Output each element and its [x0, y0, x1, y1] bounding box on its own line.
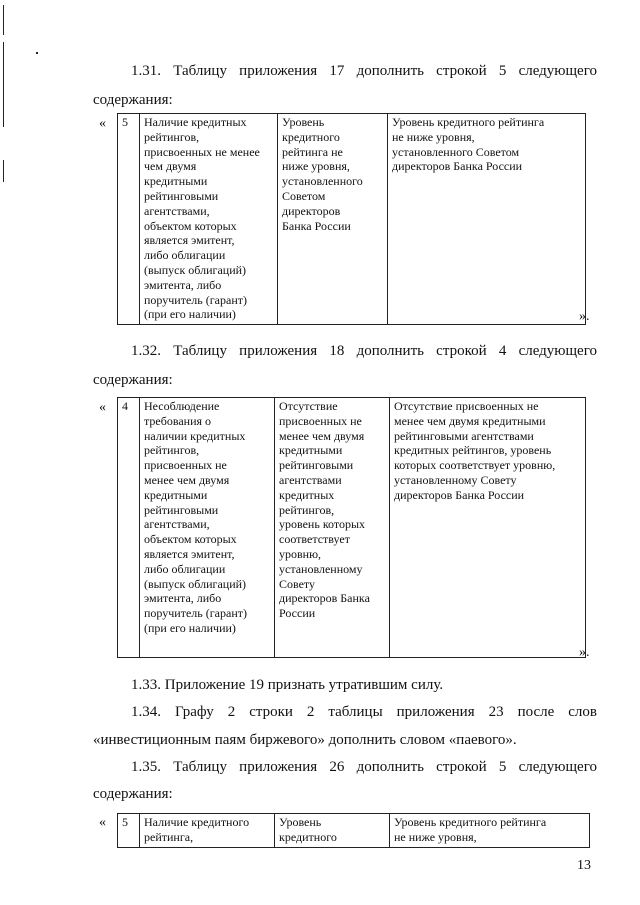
condition-cell: Отсутствие присвоенных не менее чем двумя кредитными рейтинговыми агентствами кредитных рейтингов, уровень которых соответствует уровню, установленному Совету директоров Банка России: [275, 398, 390, 658]
margin-mark-1: [3, 5, 4, 35]
criterion-cell: Наличие кредитных рейтингов, присвоенных не менее чем двумя кредитными рейтинговыми агентствами, объектом которых является эмитент, либо облигации (выпуск облигаций) эмитента, либо поручитель (гарант) (при его наличии): [140, 114, 278, 325]
row-number-cell: 5: [118, 114, 140, 325]
paragraph-1-33: [93, 676, 597, 695]
requirement-cell: Уровень кредитного рейтинга не ниже уровня, установленного Советом директоров Банка России: [388, 114, 586, 325]
row-number-cell: 4: [118, 398, 140, 658]
paragraph-1-32-text: 1.32. Таблицу приложения 18 дополнить строкой 4 следующего: [131, 343, 597, 359]
margin-mark-3: [36, 52, 38, 54]
paragraph-1-31-text: 1.31. Таблицу приложения 17 дополнить строкой 5 следующего: [131, 63, 597, 79]
requirement-cell: Отсутствие присвоенных не менее чем двумя кредитными рейтинговыми агентствами кредитных рейтингов, уровень которых соответствует уровню, установленному Совету директоров Банка России: [390, 398, 586, 658]
quote-close-2: ».: [579, 645, 590, 660]
paragraph-1-35-line2: содержания:: [93, 786, 173, 802]
margin-mark-4: [3, 160, 4, 182]
quote-close-1: ».: [579, 309, 590, 324]
condition-cell: Уровень кредитного: [275, 814, 390, 848]
paragraph-1-34-line1: [93, 703, 597, 722]
paragraph-1-32-line1: [93, 342, 597, 361]
amendment-table-3: [117, 813, 590, 848]
requirement-cell: Уровень кредитного рейтинга не ниже уровня,: [390, 814, 590, 848]
amendment-table-2: [117, 397, 586, 658]
margin-mark-2: [3, 42, 4, 127]
paragraph-1-35-text: 1.35. Таблицу приложения 26 дополнить строкой 5 следующего: [131, 759, 597, 775]
criterion-cell: Несоблюдение требования о наличии кредитных рейтингов, присвоенных не менее чем двумя кредитными рейтинговыми агентствами, объектом которых является эмитент, либо облигации (выпуск облигаций) эмитента, либо поручитель (гарант) (при его наличии): [140, 398, 275, 658]
page-number: 13: [577, 858, 591, 873]
paragraph-1-33-text: 1.33. Приложение 19 признать утратившим силу.: [131, 677, 444, 693]
paragraph-1-31-line2: содержания:: [93, 92, 173, 108]
paragraph-1-34-text: 1.34. Графу 2 строки 2 таблицы приложения 23 после слов: [131, 704, 597, 720]
paragraph-1-34-line2: «инвестиционным паям биржевого» дополнить словом «паевого».: [93, 732, 517, 748]
paragraph-1-35-line1: [93, 758, 597, 777]
condition-cell: Уровень кредитного рейтинга не ниже уровня, установленного Советом директоров Банка России: [278, 114, 388, 325]
table-row: [118, 398, 586, 658]
row-number-cell: 5: [118, 814, 140, 848]
paragraph-1-31-line1: [93, 62, 597, 81]
table-row: [118, 114, 586, 325]
quote-open-1: «: [99, 116, 106, 131]
quote-open-3: «: [99, 815, 106, 830]
amendment-table-1: [117, 113, 586, 325]
table-row: [118, 814, 590, 848]
quote-open-2: «: [99, 400, 106, 415]
criterion-cell: Наличие кредитного рейтинга,: [140, 814, 275, 848]
paragraph-1-32-line2: содержания:: [93, 372, 173, 388]
